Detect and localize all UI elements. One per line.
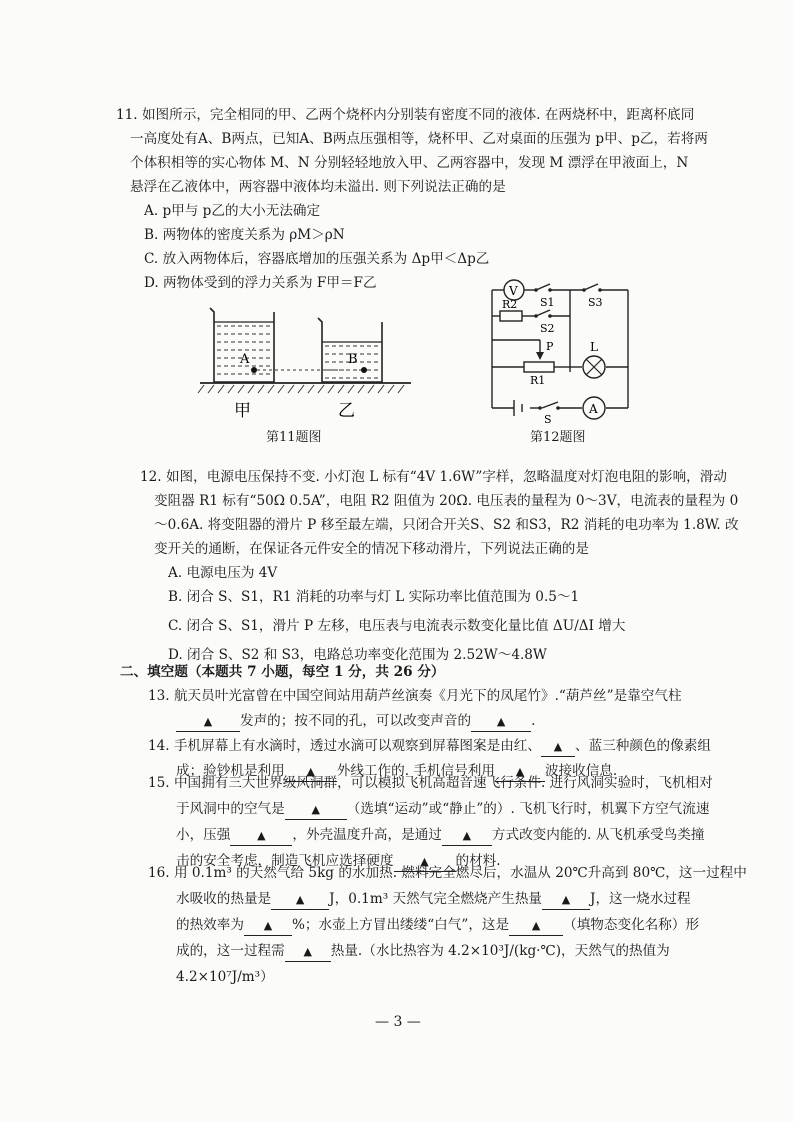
label-yi: 乙 <box>338 401 355 420</box>
label-r2: R2 <box>502 298 518 311</box>
question-12 <box>140 465 739 667</box>
q11-line: 11. 如图所示，完全相同的甲、乙两个烧杯内分别装有密度不同的液体. 在两烧杯中，距离杯底同 <box>116 107 695 123</box>
figure-12-caption: 第12题图 <box>530 430 586 445</box>
label-p: P <box>546 340 554 353</box>
label-s1: S1 <box>540 296 555 309</box>
q16-blank-5[interactable] <box>285 942 331 962</box>
q13-text: 发声的；按不同的孔，可以改变声音的 <box>240 713 472 729</box>
q11-option-b: B. 两物体的密度关系为 ρM＞ρN <box>144 227 345 243</box>
q14-text: 外线工作的. 手机信号利用 <box>336 763 495 779</box>
blank-marker: ▲ <box>462 829 472 842</box>
q16-text: J，这一烧水过程 <box>590 891 691 907</box>
question-16 <box>148 860 747 990</box>
q16-text: 热量.（水比热容为 4.2×10³J/(kg·℃)，天然气的热值为 <box>330 943 670 959</box>
label-s2: S2 <box>540 322 555 335</box>
q16-blank-1[interactable] <box>271 890 329 910</box>
q11-line: 个体积相等的实心物体 M、N 分别轻轻地放入甲、乙两容器中，发现 M 漂浮在甲液面上，N <box>130 155 689 171</box>
blank-marker: ▲ <box>420 855 429 868</box>
q16-text: J，0.1m³ 天然气完全燃烧产生热量 <box>329 891 543 907</box>
question-15 <box>148 770 713 874</box>
q15-text: 方式改变内能的. 从飞机承受鸟类撞 <box>491 827 705 843</box>
blank-marker: ▲ <box>496 715 506 728</box>
q16-text: 的热效率为 <box>176 917 244 933</box>
q12-option-b: B. 闭合 S、S1，R1 消耗的功率与灯 L 实际功率比值范围为 0.5～1 <box>168 589 580 605</box>
blank-marker: ▲ <box>257 829 266 842</box>
label-jia: 甲 <box>234 401 251 420</box>
q15-text: （选填“运动”或“静止”的）. 飞机飞行时，机翼下方空气流速 <box>346 801 710 817</box>
blank-marker: ▲ <box>306 765 315 778</box>
q16-line: 16. 用 0.1m³ 的天然气给 5kg 的水加热. 燃料完全燃尽后，水温从 20℃升高到 80℃，这一过程中 <box>148 865 747 881</box>
q15-text: 小，压强 <box>176 827 231 843</box>
q11-option-d: D. 两物体受到的浮力关系为 F甲＝F乙 <box>144 275 377 291</box>
q13-line: 13. 航天员叶光富曾在中国空间站用葫芦丝演奏《月光下的凤尾竹》.“葫芦丝”是靠空气柱 <box>148 688 682 704</box>
q16-text: 成的，这一过程需 <box>176 943 285 959</box>
q14-text: 成；验钞机是利用 <box>176 763 285 779</box>
q15-text: 击的安全考虑，制造飞机应选择硬度 <box>176 853 394 869</box>
ammeter-label: A <box>589 402 598 416</box>
q16-text: %；水壶上方冒出缕缕“白气”，这是 <box>291 917 510 933</box>
q15-blank-1[interactable] <box>285 800 347 820</box>
q11-line: 悬浮在乙液体中，两容器中液体均未溢出. 则下列说法正确的是 <box>130 179 506 195</box>
q16-text: 水吸收的热量是 <box>176 891 272 907</box>
q12-line: 变阻器 R1 标有“50Ω 0.5A”，电阻 R2 阻值为 20Ω. 电压表的量程为 0～3V，电流表的量程为 0 <box>154 493 739 509</box>
q14-text: 、蓝三种颜色的像素组 <box>574 738 711 754</box>
q11-option-c: C. 放入两物体后，容器底增加的压强关系为 Δp甲＜Δp乙 <box>144 251 490 267</box>
q15-blank-3[interactable] <box>442 826 492 846</box>
blank-marker: ▲ <box>263 919 273 932</box>
q11-line: 一高度处有A、B两点，已知A、B两点压强相等，烧杯甲、乙对桌面的压强为 p甲、p乙，若将两 <box>130 131 708 147</box>
q13-text: . <box>531 713 536 729</box>
question-11 <box>116 103 708 295</box>
blank-marker: ▲ <box>553 740 563 753</box>
q15-text: 的材料. <box>455 853 501 869</box>
section-2-heading: 二、填空题（本题共 7 小题，每空 1 分，共 26 分） <box>120 664 445 680</box>
lamp-label: L <box>590 340 598 354</box>
q14-blank-1[interactable] <box>541 737 575 757</box>
point-a <box>251 367 257 373</box>
page-number: — 3 — <box>375 1014 421 1030</box>
q12-line: 12. 如图，电源电压保持不变. 小灯泡 L 标有“4V 1.6W”字样，忽略温度对灯泡电阻的影响，滑动 <box>140 469 727 485</box>
q13-blank-2[interactable] <box>471 712 531 732</box>
q12-line: 变开关的通断，在保证各元件安全的情况下移动滑片，下列说法正确的是 <box>154 541 589 557</box>
q11-option-a: A. p甲与 p乙的大小无法确定 <box>144 203 321 219</box>
q16-text: （填物态变化名称）形 <box>563 917 700 933</box>
q12-option-a: A. 电源电压为 4V <box>168 565 278 581</box>
q15-text: 于风洞中的空气是 <box>176 801 285 817</box>
q12-line: ～0.6A. 将变阻器的滑片 P 移至最左端，只闭合开关S、S2 和S3，R2 消耗的电功率为 1.8W. 改 <box>154 517 739 533</box>
blank-marker: ▲ <box>303 945 312 958</box>
blank-marker: ▲ <box>531 919 541 932</box>
q13-blank-1[interactable] <box>176 712 240 732</box>
q12-option-c: C. 闭合 S、S1，滑片 P 左移，电压表与电流表示数变化量比值 ΔU/ΔI 增大 <box>168 618 626 634</box>
q16-blank-2[interactable] <box>542 890 590 910</box>
label-b: B <box>348 352 358 367</box>
blank-marker: ▲ <box>203 715 213 728</box>
q12-option-d: D. 闭合 S、S2 和 S3，电路总功率变化范围为 2.52W～4.8W <box>168 647 547 663</box>
label-r1: R1 <box>530 374 546 387</box>
q14-text: 14. 手机屏幕上有水滴时，透过水滴可以观察到屏幕图案是由红、 <box>148 738 541 754</box>
q15-text: ，外壳温度升高，是通过 <box>292 827 442 843</box>
blank-marker: ▲ <box>515 765 525 778</box>
label-s: S <box>544 413 552 424</box>
q15-blank-2[interactable] <box>230 826 292 846</box>
voltmeter-label: V <box>509 284 518 298</box>
question-13 <box>148 684 708 734</box>
q16-blank-4[interactable] <box>509 916 563 936</box>
blank-marker: ▲ <box>561 893 571 906</box>
figure-11-beakers <box>196 300 421 420</box>
blank-marker: ▲ <box>311 803 320 816</box>
figure-12-circuit <box>484 276 634 424</box>
q16-blank-3[interactable] <box>244 916 292 936</box>
q16-line: 4.2×10⁷J/m³） <box>176 969 274 985</box>
label-s3: S3 <box>588 296 603 309</box>
label-a: A <box>240 352 250 367</box>
point-b <box>361 367 367 373</box>
q15-line: 15. 中国拥有三大世界级风洞群，可以模拟飞机高超音速飞行条件. 进行风洞实验时，飞机相对 <box>148 775 713 791</box>
blank-marker: ▲ <box>295 893 305 906</box>
figure-11-caption: 第11题图 <box>266 430 322 445</box>
q14-text: 波接收信息. <box>544 763 618 779</box>
